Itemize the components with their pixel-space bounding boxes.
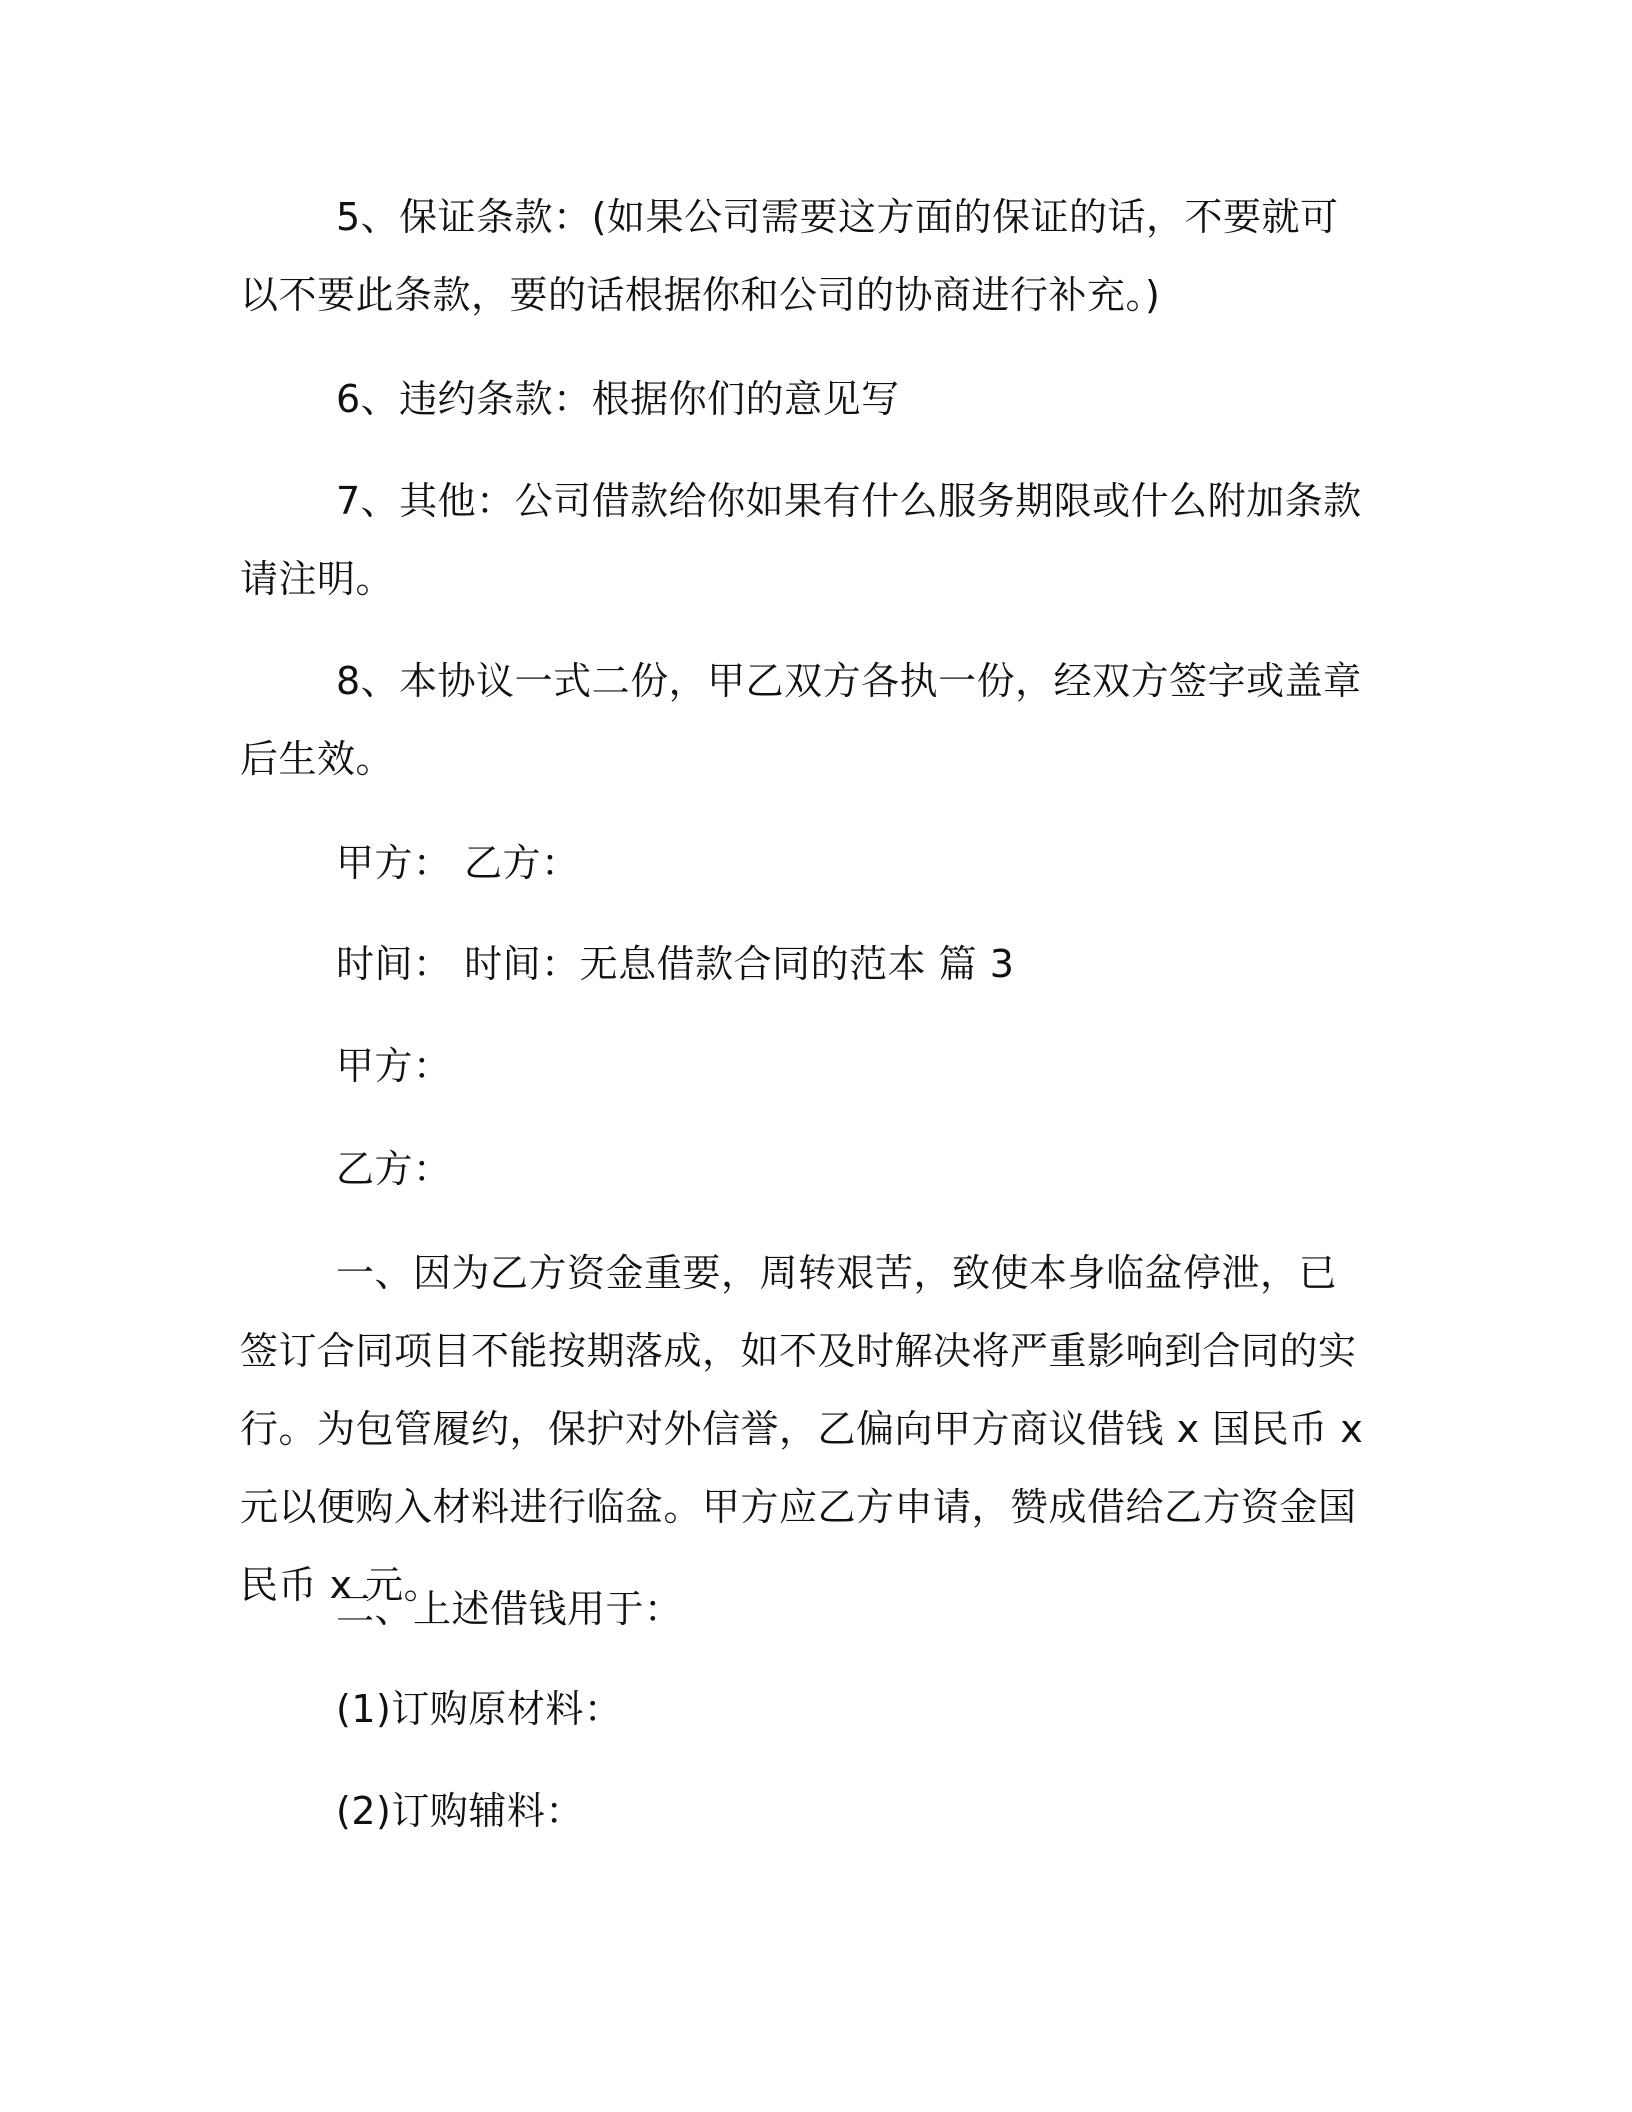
signature-time-line: 时间： 时间：无息借款合同的范本 篇 3: [336, 942, 1015, 986]
clause-7-other: 7、其他：公司借款给你如果有什么服务期限或什么附加条款请注明。: [240, 479, 1362, 601]
use-item-2: (2)订购辅料：: [336, 1789, 584, 1833]
section-2-loan-use: 二、上述借钱用于：: [336, 1587, 683, 1631]
clause-5-guarantee: 5、保证条款：(如果公司需要这方面的保证的话，不要就可以不要此条款，要的话根据你和公司的协商进行补充。): [240, 195, 1339, 317]
clause-8-copies: 8、本协议一式二份，甲乙双方各执一份，经双方签字或盖章后生效。: [240, 659, 1362, 781]
section-1-loan-reason: 一、因为乙方资金重要，周转艰苦，致使本身临盆停泄，已签订合同项目不能按期落成，如不及时解决将严重影响到合同的实行。为包管履约，保护对外信誉，乙偏向甲方商议借钱 x 国民币 x 元以便购入材料进行临盆。甲方应乙方申请，赞成借给乙方资金国民币 x 元。: [240, 1251, 1364, 1607]
party-b-label: 乙方：: [336, 1147, 452, 1191]
clause-6-breach: 6、违约条款：根据你们的意见写: [336, 377, 900, 421]
party-a-label: 甲方：: [336, 1044, 452, 1088]
use-item-1: (1)订购原材料：: [336, 1687, 623, 1731]
signature-parties-line: 甲方： 乙方：: [336, 841, 580, 885]
